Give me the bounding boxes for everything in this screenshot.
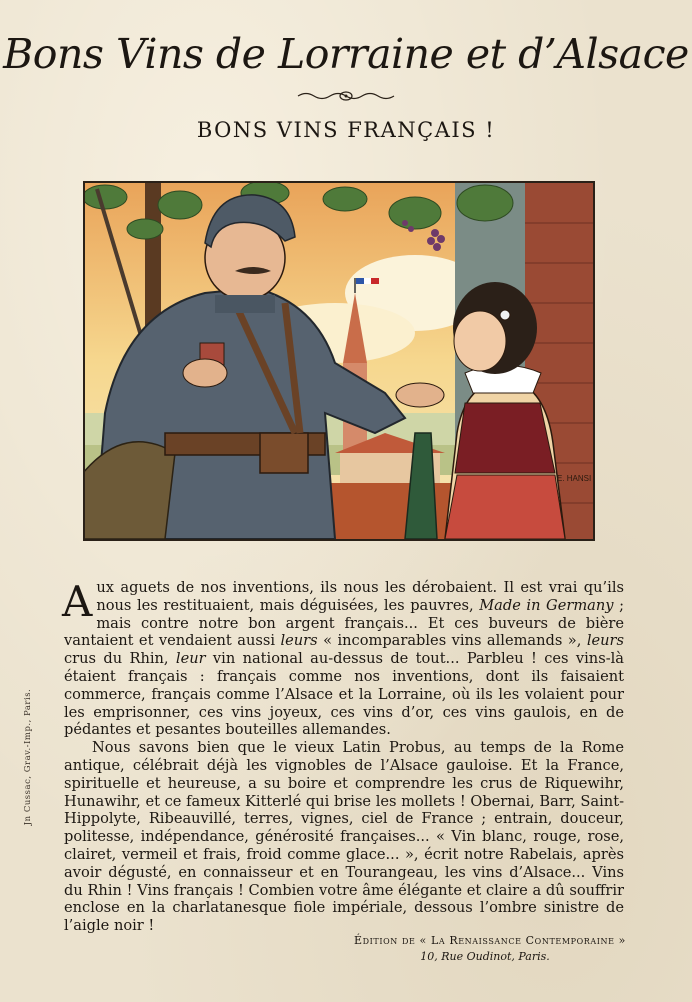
soldier-and-girl-illustration — [85, 183, 593, 539]
body-text — [64, 579, 624, 935]
publisher-address: 10, Rue Oudinot, Paris. — [420, 950, 550, 963]
paragraph-1: Aux aguets de nos inventions, ils nous les dérobaient. Il est vrai qu’ils nous les restituaient, mais déguisées, les pauvres, Made in Germany ; mais contre notre bon argent français... Et ces buveurs de bière vantaient et vendaient aussi leurs « incomparables vins allemands », leurs crus du Rhin, leur vin national au-dessus de tout... Parbleu ! ces vins-là étaient français : français comme nos inventions, dont ils faisaient commerce, français comme l’Alsace et la Lorraine, où ils les volaient pour les emprisonner, ces vins joyeux, ces vins d’or, ces vins gaulois, en de pédantes et pesantes bouteilles allemandes. — [62, 577, 625, 739]
drop-cap: A — [62, 577, 93, 626]
artist-signature: E. HANSI — [557, 474, 592, 483]
printer-credit: Jn Cussac, Grav.-Imp., Paris. — [23, 688, 33, 826]
title-ornament — [296, 90, 396, 102]
page-subtitle: BONS VINS FRANÇAIS ! — [196, 118, 496, 142]
illustration-plate — [83, 181, 595, 541]
paragraph-2: Nous savons bien que le vieux Latin Probus, au temps de la Rome antique, célébrait déjà les vignobles de l’Alsace gauloise. Et la France, spirituelle et heureuse, a su boire et comprendre les crus de Riquewihr, Hunawihr, et ce fameux Kitterlé qui brise les mollets ! Obernai, Barr, Saint-Hippolyte, Ribeauvillé, terres, vignes, ciel de France ; entrain, douceur, politesse, indépendance, générosité françaises... « Vin blanc, rouge, rose, clairet, vermeil et frais, froid comme glace... », écrit notre Rabelais, après avoir dégusté, en connaisseur et en Tourangeau, les vins d’Alsace... Vins du Rhin ! Vins français ! Combien votre âme élégante et claire a dû souffrir enclose en la charlatanesque fiole impériale, dessous l’ombre sinistre de l’aigle noir ! — [64, 739, 624, 935]
publisher-line: Édition de « La Renaissance Contemporaine » — [354, 934, 626, 947]
page-title: Bons Vins de Lorraine et d’Alsace — [3, 30, 689, 78]
